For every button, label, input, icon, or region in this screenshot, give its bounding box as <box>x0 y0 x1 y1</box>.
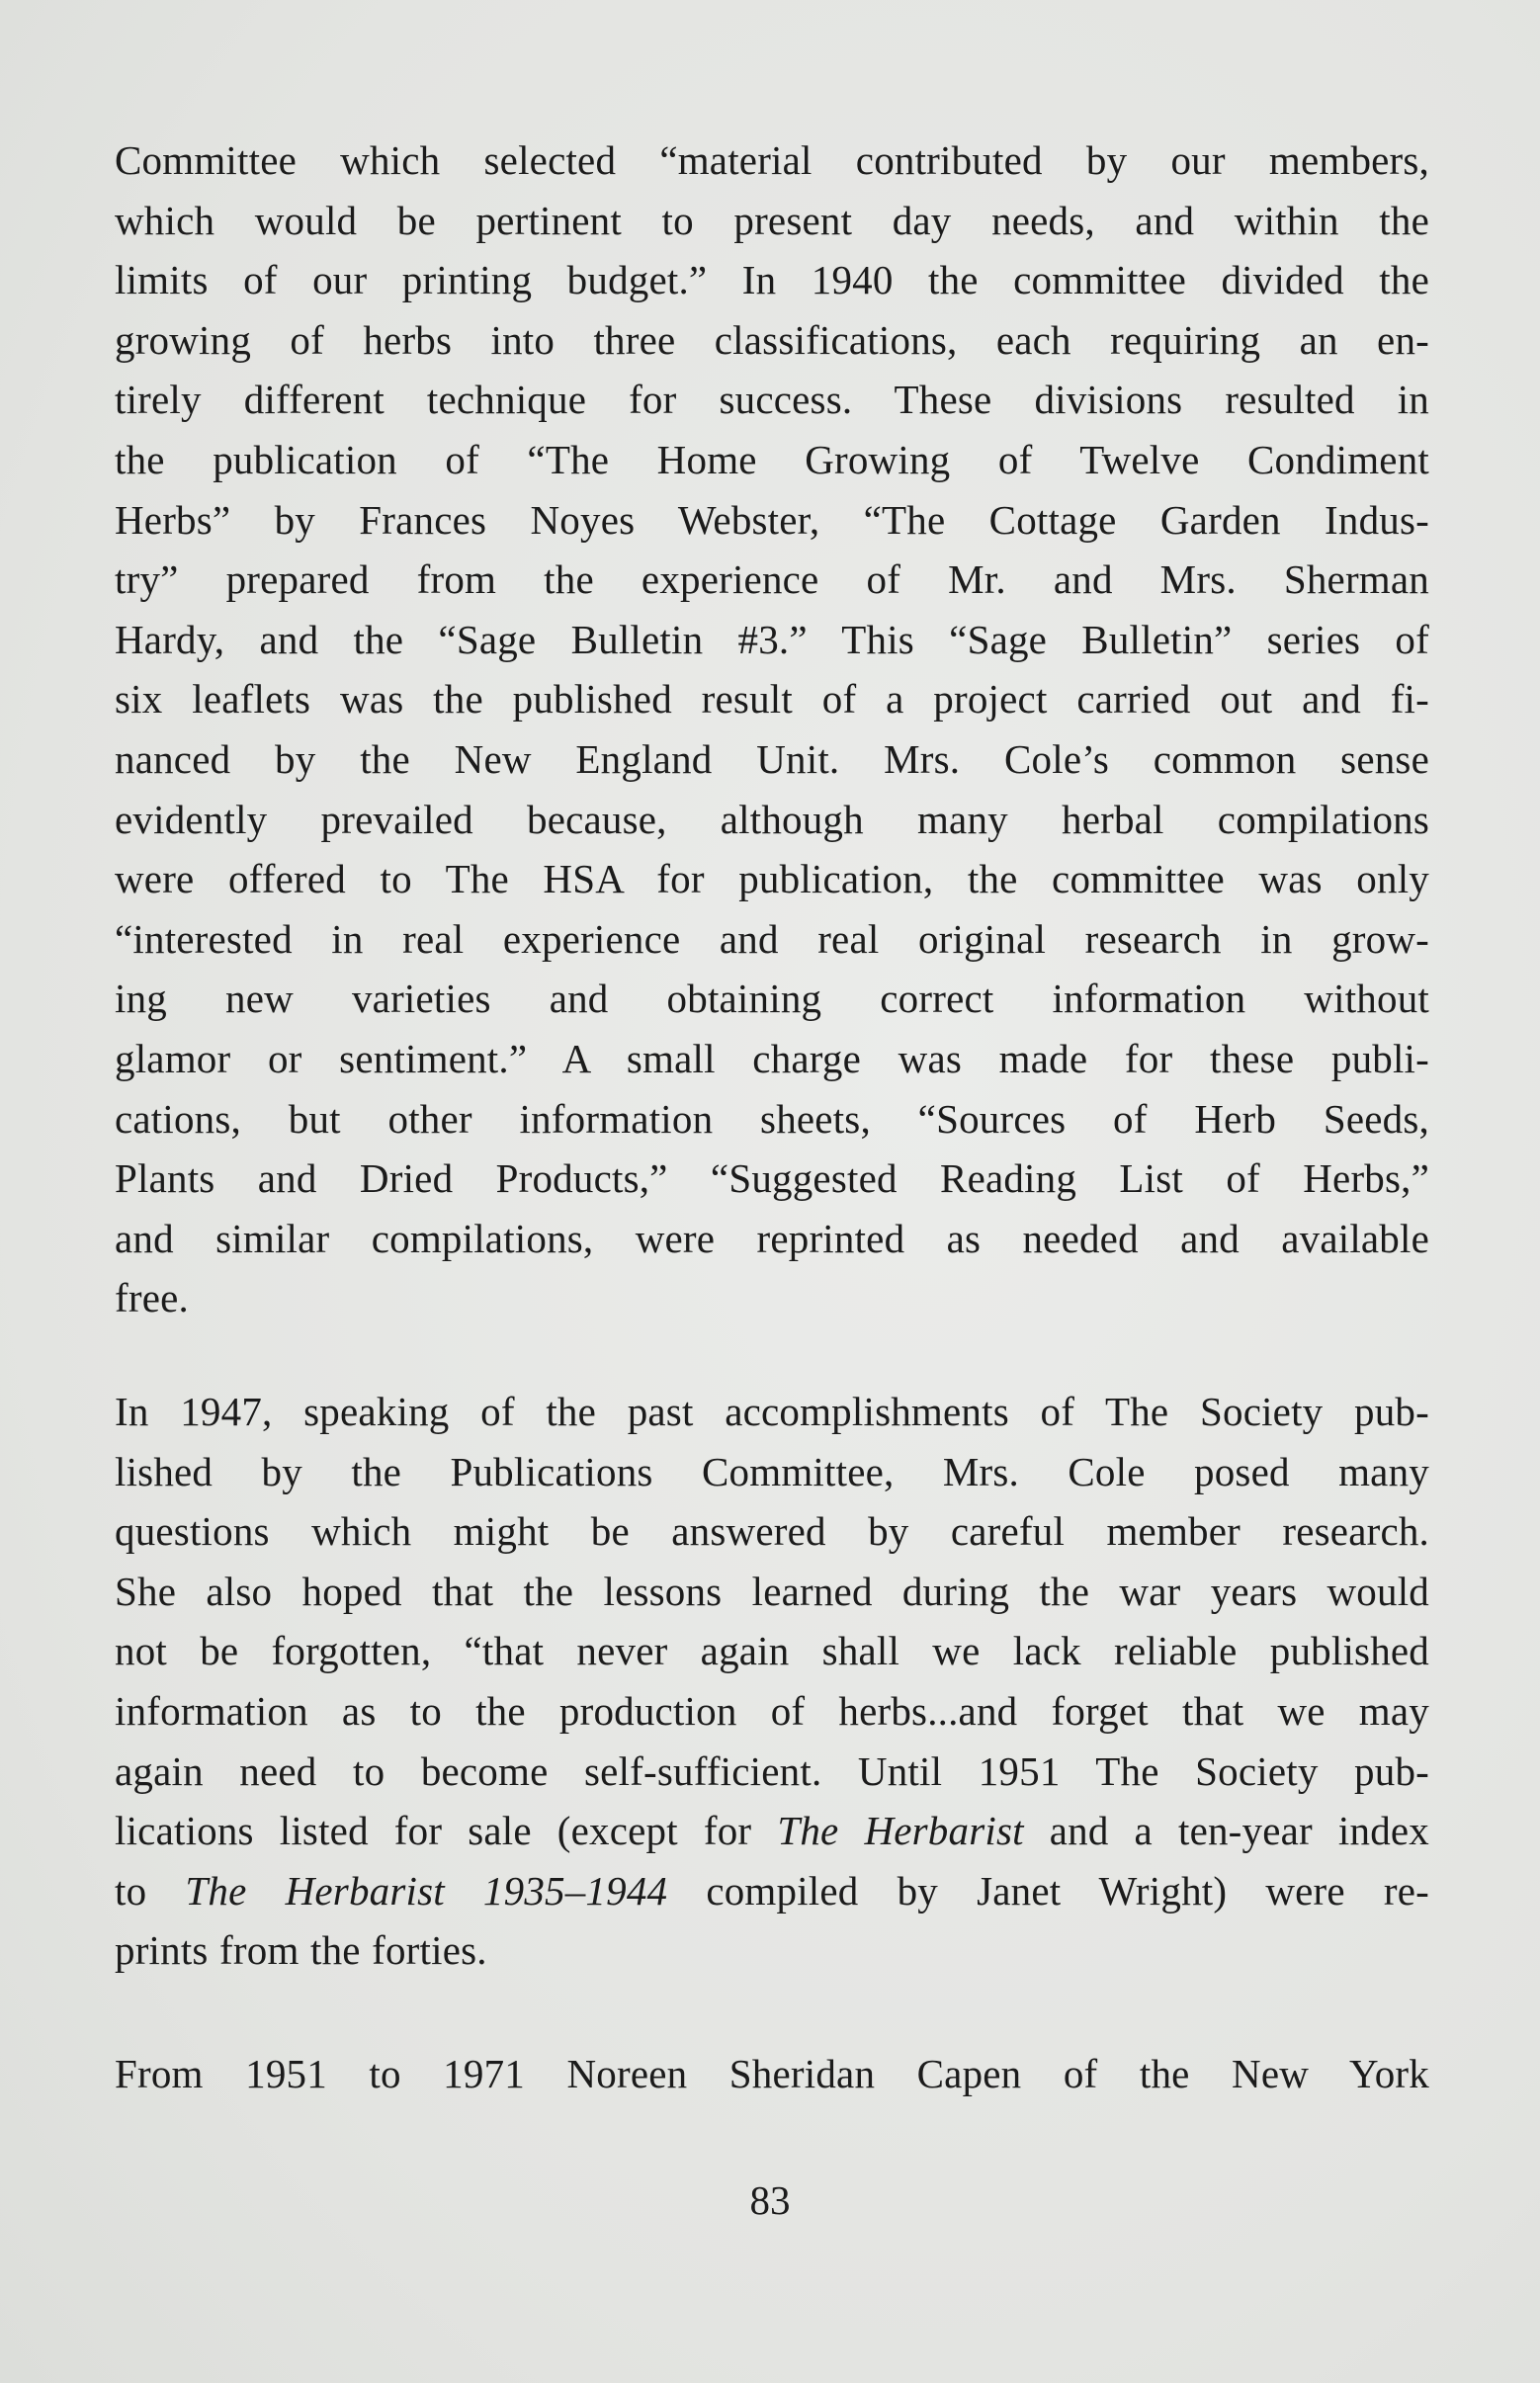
text-line: try” prepared from the experience of Mr. and Mrs. Sherman <box>115 556 1429 603</box>
paragraph-2 <box>115 1382 1429 1981</box>
text-line: not be forgotten, “that never again shall we lack reliable published <box>115 1628 1429 1674</box>
text-line: the publication of “The Home Growing of Twelve Condiment <box>115 436 1429 482</box>
text-line: tirely different technique for success. These divisions resulted in <box>115 377 1429 423</box>
text-line: free. <box>115 1275 189 1321</box>
text-line: prints from the forties. <box>115 1927 487 1974</box>
text-line: glamor or sentiment.” A small charge was made for these publi- <box>115 1035 1429 1081</box>
text-line: In 1947, speaking of the past accomplishments of The Society pub- <box>115 1389 1429 1434</box>
paragraph-1 <box>115 130 1429 1328</box>
italic-title: The Herbarist 1935–1944 <box>185 1867 668 1914</box>
text-line: limits of our printing budget.” In 1940 the committee divided the <box>115 257 1429 303</box>
text-segment: compiled by Janet Wright) were re- <box>667 1867 1429 1914</box>
text-segment: lications listed for sale (except for <box>115 1808 778 1854</box>
paragraph-3 <box>115 2044 1429 2104</box>
text-line: and similar compilations, were reprinted as needed and available <box>115 1215 1429 1261</box>
text-line: Herbs” by Frances Noyes Webster, “The Cottage Garden Indus- <box>115 496 1429 543</box>
page-number: 83 <box>749 2177 791 2223</box>
text-line <box>115 1801 1429 1861</box>
text-segment: and a ten-year index <box>1023 1808 1429 1854</box>
text-line: ing new varieties and obtaining correct information without <box>115 976 1429 1022</box>
text-line: which would be pertinent to present day needs, and within the <box>115 197 1429 243</box>
text-line: “interested in real experience and real original research in grow- <box>115 915 1429 962</box>
text-line: growing of herbs into three classifications, each requiring an en- <box>115 316 1429 363</box>
text-line: cations, but other information sheets, “Sources of Herb Seeds, <box>115 1095 1429 1142</box>
text-line: again need to become self-sufficient. Until 1951 The Society pub- <box>115 1747 1429 1794</box>
text-line: Hardy, and the “Sage Bulletin #3.” This “Sage Bulletin” series of <box>115 616 1429 662</box>
text-line: Committee which selected “material contributed by our members, <box>115 137 1429 183</box>
text-line: questions which might be answered by careful member research. <box>115 1508 1429 1555</box>
text-line: lished by the Publications Committee, Mrs. Cole posed many <box>115 1448 1429 1494</box>
text-line: information as to the production of herbs...and forget that we may <box>115 1687 1429 1734</box>
text-line: six leaflets was the published result of a project carried out and fi- <box>115 676 1429 723</box>
text-line: From 1951 to 1971 Noreen Sheridan Capen of the New York <box>115 2051 1429 2096</box>
text-line: Plants and Dried Products,” “Suggested Reading List of Herbs,” <box>115 1155 1429 1202</box>
text-line: She also hoped that the lessons learned during the war years would <box>115 1568 1429 1614</box>
text-line: were offered to The HSA for publication, the committee was only <box>115 856 1429 902</box>
text-segment: to <box>115 1867 186 1914</box>
text-line: evidently prevailed because, although many herbal compilations <box>115 796 1429 842</box>
text-line <box>115 1861 1429 1921</box>
text-line: nanced by the New England Unit. Mrs. Cole’s common sense <box>115 735 1429 782</box>
italic-title: The Herbarist <box>777 1808 1024 1854</box>
